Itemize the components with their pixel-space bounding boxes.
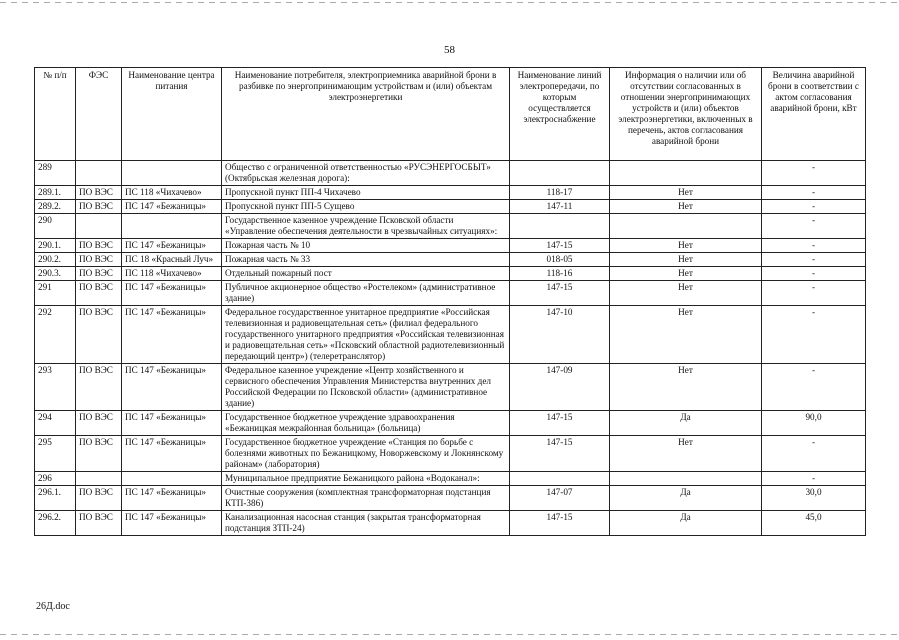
cell-power-line: 147-15 — [510, 411, 610, 436]
table-row — [35, 486, 866, 511]
cell-power-center: ПС 147 «Бежаницы» — [122, 239, 222, 253]
cell-consumer: Пожарная часть № 10 — [222, 239, 510, 253]
cell-consumer: Государственное бюджетное учреждение здравоохранения «Бежаницкая межрайонная больница» (больница) — [222, 411, 510, 436]
cell-agreement-info: Нет — [610, 186, 762, 200]
cell-agreement-info: Нет — [610, 239, 762, 253]
page-number: 58 — [444, 44, 455, 56]
cell-reserve-value: 30,0 — [762, 486, 866, 511]
cell-reserve-value: - — [762, 186, 866, 200]
cell-consumer: Пожарная часть № 33 — [222, 253, 510, 267]
reservation-table — [34, 67, 866, 536]
cell-reserve-value: 45,0 — [762, 511, 866, 536]
cell-agreement-info: Нет — [610, 267, 762, 281]
cell-fes: ПО ВЭС — [76, 200, 122, 214]
cell-power-center: ПС 147 «Бежаницы» — [122, 200, 222, 214]
cell-reserve-value: - — [762, 161, 866, 186]
cell-agreement-info: Да — [610, 411, 762, 436]
cell-number: 290.1. — [35, 239, 76, 253]
cell-power-center: ПС 118 «Чихачево» — [122, 267, 222, 281]
cell-number: 296.2. — [35, 511, 76, 536]
cell-number: 289.1. — [35, 186, 76, 200]
cell-fes: ПО ВЭС — [76, 411, 122, 436]
cell-number: 292 — [35, 306, 76, 364]
cell-number: 296 — [35, 472, 76, 486]
table-row — [35, 281, 866, 306]
cell-consumer: Государственное казенное учреждение Псковской области «Управление обеспечения деятельности в чрезвычайных ситуациях»: — [222, 214, 510, 239]
cell-fes: ПО ВЭС — [76, 436, 122, 472]
cell-power-center: ПС 147 «Бежаницы» — [122, 306, 222, 364]
cell-fes — [76, 472, 122, 486]
cell-power-line — [510, 472, 610, 486]
table-row — [35, 472, 866, 486]
cell-reserve-value: - — [762, 239, 866, 253]
cell-agreement-info: Нет — [610, 306, 762, 364]
cell-fes — [76, 161, 122, 186]
table-row — [35, 253, 866, 267]
cell-consumer: Общество с ограниченной ответственностью «РУСЭНЕРГОСБЫТ» (Октябрьская железная дорога): — [222, 161, 510, 186]
table-body — [35, 161, 866, 536]
table-row — [35, 200, 866, 214]
cell-power-center: ПС 118 «Чихачево» — [122, 186, 222, 200]
table-row — [35, 306, 866, 364]
cell-agreement-info: Нет — [610, 364, 762, 411]
cell-power-center: ПС 147 «Бежаницы» — [122, 486, 222, 511]
cell-power-center — [122, 214, 222, 239]
cell-power-line: 118-16 — [510, 267, 610, 281]
cell-agreement-info: Нет — [610, 436, 762, 472]
cell-power-line: 018-05 — [510, 253, 610, 267]
cell-power-line: 147-15 — [510, 511, 610, 536]
table-row — [35, 411, 866, 436]
header-reserve-value: Величина аварийной брони в соответствии с актом согласования аварийной брони, кВт — [762, 68, 866, 161]
cell-reserve-value: - — [762, 364, 866, 411]
cell-consumer: Федеральное государственное унитарное предприятие «Российская телевизионная и радиовещательная сеть» (филиал федерального государственного унитарного предприятия «Российская телевизионная и радиовещательная сеть» «Псковский областной радиотелевизионный передающий центр») (телеретранслятор) — [222, 306, 510, 364]
cell-reserve-value: - — [762, 436, 866, 472]
table-row — [35, 436, 866, 472]
cell-power-line: 147-11 — [510, 200, 610, 214]
cell-power-line: 147-15 — [510, 281, 610, 306]
cell-agreement-info: Нет — [610, 253, 762, 267]
cell-number: 296.1. — [35, 486, 76, 511]
cell-number: 294 — [35, 411, 76, 436]
cell-fes: ПО ВЭС — [76, 511, 122, 536]
cell-power-center: ПС 147 «Бежаницы» — [122, 281, 222, 306]
cell-consumer: Муниципальное предприятие Бежаницкого района «Водоканал»: — [222, 472, 510, 486]
table-row — [35, 511, 866, 536]
cell-power-line: 147-09 — [510, 364, 610, 411]
scan-artifact-bottom — [0, 634, 899, 635]
header-fes: ФЭС — [76, 68, 122, 161]
cell-agreement-info — [610, 472, 762, 486]
cell-number: 289.2. — [35, 200, 76, 214]
cell-consumer: Отдельный пожарный пост — [222, 267, 510, 281]
cell-fes: ПО ВЭС — [76, 267, 122, 281]
cell-agreement-info — [610, 214, 762, 239]
cell-power-center — [122, 161, 222, 186]
cell-fes: ПО ВЭС — [76, 186, 122, 200]
cell-reserve-value: 90,0 — [762, 411, 866, 436]
cell-consumer: Канализационная насосная станция (закрытая трансформаторная подстанция ЗТП-24) — [222, 511, 510, 536]
cell-reserve-value: - — [762, 267, 866, 281]
cell-consumer: Пропускной пункт ПП-5 Сущево — [222, 200, 510, 214]
cell-fes: ПО ВЭС — [76, 239, 122, 253]
header-number: № п/п — [35, 68, 76, 161]
cell-number: 289 — [35, 161, 76, 186]
cell-power-center: ПС 147 «Бежаницы» — [122, 436, 222, 472]
cell-power-line — [510, 161, 610, 186]
cell-reserve-value: - — [762, 281, 866, 306]
cell-power-center — [122, 472, 222, 486]
cell-consumer: Федеральное казенное учреждение «Центр хозяйственного и сервисного обеспечения Управления Министерства внутренних дел Российской Федерации по Псковской области» (административное здание) — [222, 364, 510, 411]
header-power-center: Наименование центра питания — [122, 68, 222, 161]
cell-agreement-info: Нет — [610, 281, 762, 306]
cell-power-line: 147-10 — [510, 306, 610, 364]
cell-power-center: ПС 147 «Бежаницы» — [122, 411, 222, 436]
table-row — [35, 186, 866, 200]
cell-consumer: Пропускной пункт ПП-4 Чихачево — [222, 186, 510, 200]
cell-reserve-value: - — [762, 472, 866, 486]
cell-fes: ПО ВЭС — [76, 281, 122, 306]
header-consumer: Наименование потребителя, электроприемника аварийной брони в разбивке по энергопринимающим устройствам и (или) объектам электроэнергетики — [222, 68, 510, 161]
cell-fes: ПО ВЭС — [76, 486, 122, 511]
cell-consumer: Государственное бюджетное учреждение «Станция по борьбе с болезнями животных по Бежаницкому, Новоржевскому и Локнянскому районам» (лаборатория) — [222, 436, 510, 472]
scan-artifact-top — [0, 2, 899, 3]
cell-number: 293 — [35, 364, 76, 411]
cell-power-center: ПС 18 «Красный Луч» — [122, 253, 222, 267]
cell-power-line: 147-07 — [510, 486, 610, 511]
cell-fes — [76, 214, 122, 239]
cell-number: 291 — [35, 281, 76, 306]
cell-fes: ПО ВЭС — [76, 253, 122, 267]
table-row — [35, 364, 866, 411]
table-row — [35, 267, 866, 281]
cell-agreement-info: Да — [610, 511, 762, 536]
cell-fes: ПО ВЭС — [76, 306, 122, 364]
cell-reserve-value: - — [762, 214, 866, 239]
cell-reserve-value: - — [762, 253, 866, 267]
cell-number: 290 — [35, 214, 76, 239]
table-row — [35, 214, 866, 239]
table-row — [35, 161, 866, 186]
cell-number: 290.2. — [35, 253, 76, 267]
cell-agreement-info: Да — [610, 486, 762, 511]
cell-number: 290.3. — [35, 267, 76, 281]
cell-power-line: 118-17 — [510, 186, 610, 200]
cell-power-center: ПС 147 «Бежаницы» — [122, 364, 222, 411]
cell-power-line — [510, 214, 610, 239]
table-header-row — [35, 68, 866, 161]
cell-agreement-info — [610, 161, 762, 186]
cell-power-center: ПС 147 «Бежаницы» — [122, 511, 222, 536]
table-row — [35, 239, 866, 253]
cell-power-line: 147-15 — [510, 239, 610, 253]
footer-file-name: 26Д.doc — [36, 601, 70, 612]
header-agreement-info: Информация о наличии или об отсутствии согласованных в отношении энергопринимающих устройств и (или) объектов электроэнергетики, включенных в перечень, актов согласования аварийной брони — [610, 68, 762, 161]
cell-power-line: 147-15 — [510, 436, 610, 472]
cell-agreement-info: Нет — [610, 200, 762, 214]
header-power-line: Наименование линий электропередачи, по которым осуществляется электроснабжение — [510, 68, 610, 161]
cell-fes: ПО ВЭС — [76, 364, 122, 411]
cell-consumer: Публичное акционерное общество «Ростелеком» (административное здание) — [222, 281, 510, 306]
cell-reserve-value: - — [762, 200, 866, 214]
cell-reserve-value: - — [762, 306, 866, 364]
cell-consumer: Очистные сооружения (комплектная трансформаторная подстанция КТП-386) — [222, 486, 510, 511]
cell-number: 295 — [35, 436, 76, 472]
